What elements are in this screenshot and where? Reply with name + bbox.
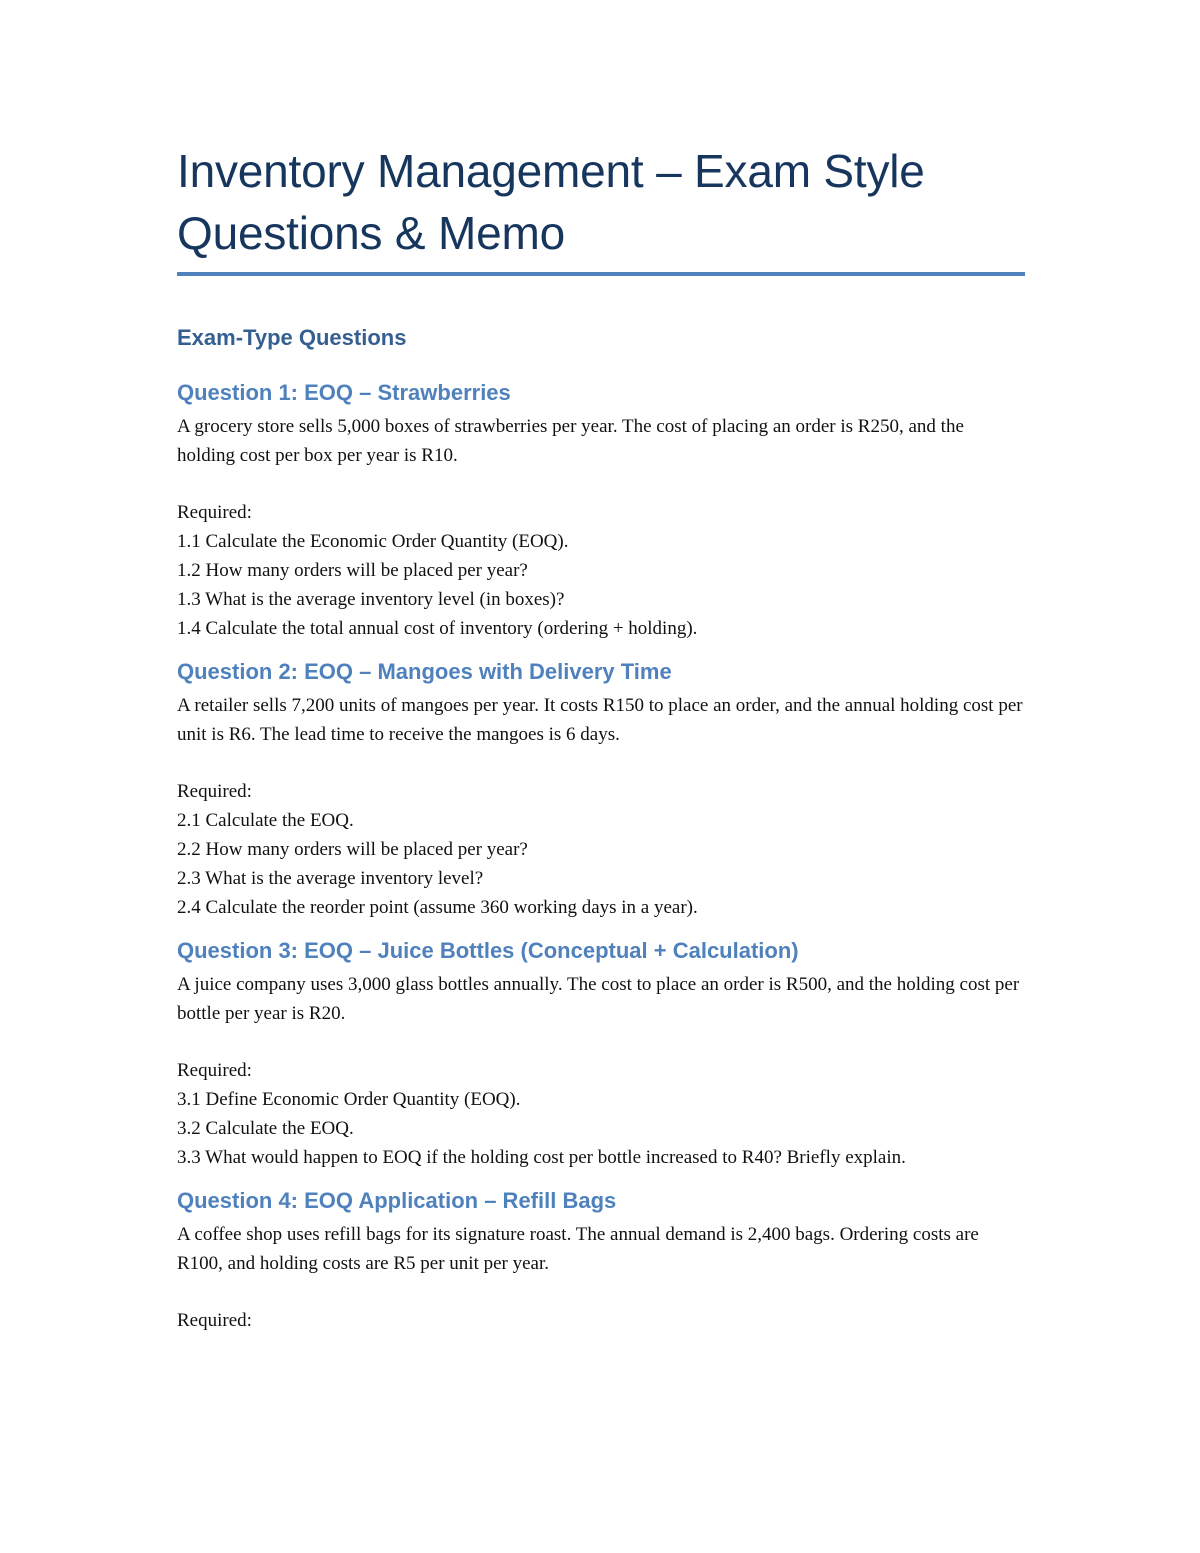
question-body: A juice company uses 3,000 glass bottles annually. The cost to place an order is R500, and the holding cost per bottle per year is R20. (177, 974, 1020, 1024)
required-label: Required: (177, 1310, 252, 1331)
requirement-list (177, 1085, 1025, 1172)
requirement-item: 1.4 Calculate the total annual cost of inventory (ordering + holding). (177, 618, 698, 639)
requirement-item: 3.3 What would happen to EOQ if the holding cost per bottle increased to R40? Briefly explain. (177, 1147, 906, 1168)
question-2 (177, 657, 1025, 922)
question-4 (177, 1186, 1025, 1335)
requirement-item: 3.2 Calculate the EOQ. (177, 1118, 354, 1139)
requirement-item: 3.1 Define Economic Order Quantity (EOQ). (177, 1089, 521, 1110)
question-3 (177, 936, 1025, 1172)
required-label: Required: (177, 502, 252, 523)
requirement-item: 1.1 Calculate the Economic Order Quantity (EOQ). (177, 531, 569, 552)
requirement-item: 2.3 What is the average inventory level? (177, 868, 484, 889)
requirement-list (177, 806, 1025, 922)
required-label: Required: (177, 781, 252, 802)
requirement-item: 1.2 How many orders will be placed per year? (177, 560, 528, 581)
requirement-list (177, 527, 1025, 643)
section-heading: Exam-Type Questions (177, 325, 407, 350)
requirement-item: 2.1 Calculate the EOQ. (177, 810, 354, 831)
question-heading: Question 2: EOQ – Mangoes with Delivery Time (177, 659, 672, 684)
document-title: Inventory Management – Exam Style Questions & Memo (177, 140, 1025, 276)
question-body: A coffee shop uses refill bags for its signature roast. The annual demand is 2,400 bags. Ordering costs are R100, and holding costs are R5 per unit per year. (177, 1224, 979, 1274)
requirement-item: 1.3 What is the average inventory level (in boxes)? (177, 589, 565, 610)
requirement-item: 2.2 How many orders will be placed per year? (177, 839, 528, 860)
question-heading: Question 4: EOQ Application – Refill Bags (177, 1188, 617, 1213)
required-label: Required: (177, 1060, 252, 1081)
question-1 (177, 378, 1025, 643)
requirement-item: 2.4 Calculate the reorder point (assume 360 working days in a year). (177, 897, 698, 918)
document-page (177, 140, 1025, 1335)
question-body: A retailer sells 7,200 units of mangoes per year. It costs R150 to place an order, and the annual holding cost per unit is R6. The lead time to receive the mangoes is 6 days. (177, 695, 1023, 745)
question-body: A grocery store sells 5,000 boxes of strawberries per year. The cost of placing an order is R250, and the holding cost per box per year is R10. (177, 416, 964, 466)
question-heading: Question 1: EOQ – Strawberries (177, 380, 511, 405)
question-heading: Question 3: EOQ – Juice Bottles (Conceptual + Calculation) (177, 938, 799, 963)
